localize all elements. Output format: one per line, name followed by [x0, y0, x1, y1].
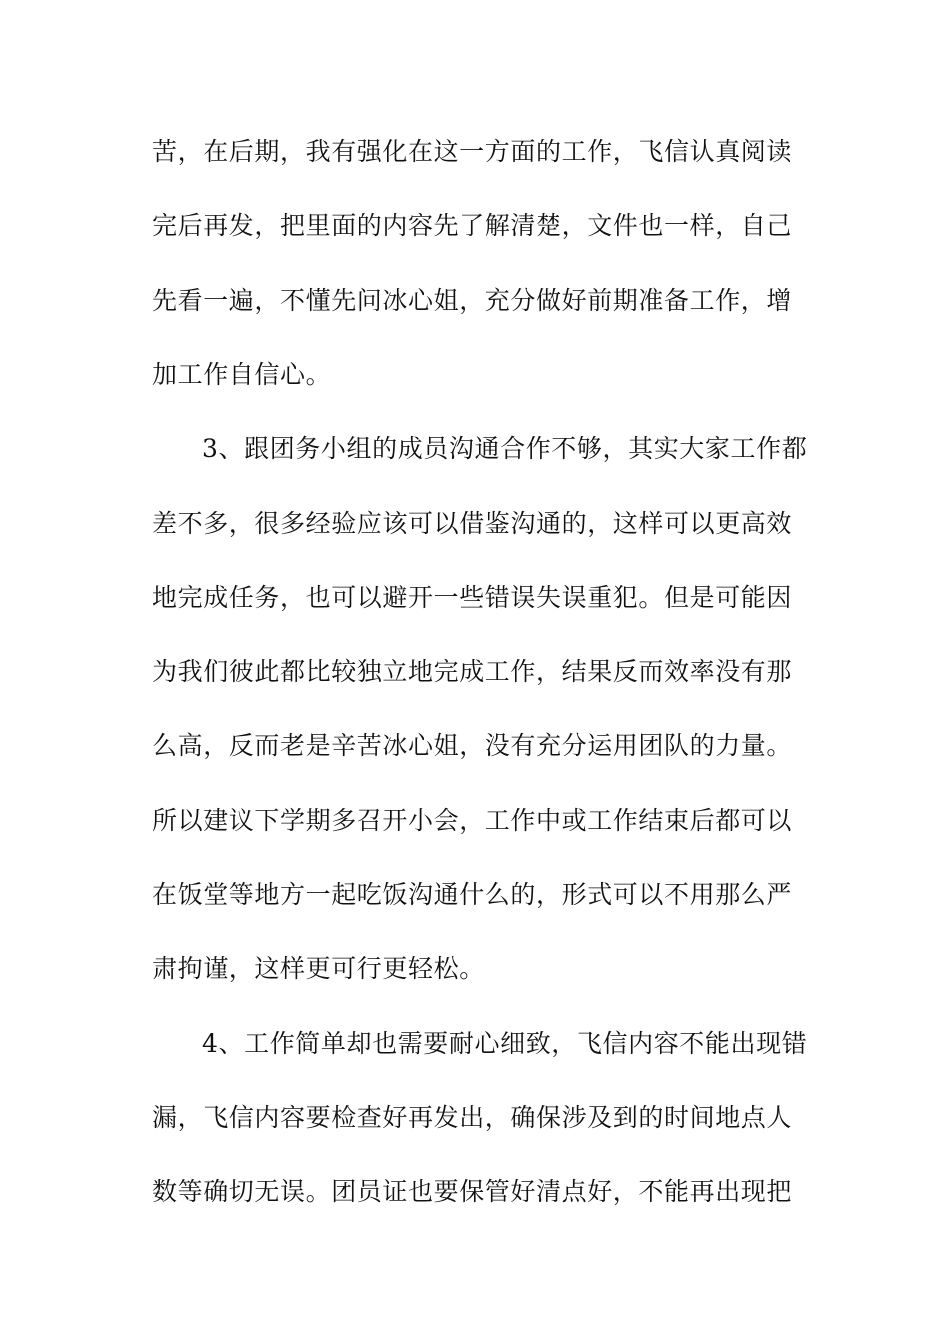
text-line: 所以建议下学期多召开小会，工作中或工作结束后都可以 [152, 806, 793, 835]
text-line: 肃拘谨，这样更可行更轻松。 [152, 954, 485, 983]
text-line: 在饭堂等地方一起吃饭沟通什么的，形式可以不用那么严 [152, 880, 793, 909]
text-line: 苦，在后期，我有强化在这一方面的工作，飞信认真阅读 [152, 137, 793, 166]
text-line: 完后再发，把里面的内容先了解清楚，文件也一样，自己 [152, 211, 793, 240]
text-line: 差不多，很多经验应该可以借鉴沟通的，这样可以更高效 [152, 509, 793, 538]
text-line: 漏，飞信内容要检查好再发出，确保涉及到的时间地点人 [152, 1103, 793, 1132]
text-line: 先看一遍，不懂先问冰心姐，充分做好前期准备工作，增 [152, 286, 793, 315]
text-line: 加工作自信心。 [152, 360, 332, 389]
text-line: 么高，反而老是辛苦冰心姐，没有充分运用团队的力量。 [152, 731, 793, 760]
paragraph-start-line: 4、工作简单却也需要耐心细致，飞信内容不能出现错 [202, 1029, 808, 1058]
text-line: 地完成任务，也可以避开一些错误失误重犯。但是可能因 [152, 583, 793, 612]
paragraph-start-line: 3、跟团务小组的成员沟通合作不够，其实大家工作都 [202, 434, 808, 463]
text-line: 数等确切无误。团员证也要保管好清点好，不能再出现把 [152, 1177, 793, 1206]
text-line: 为我们彼此都比较独立地完成工作，结果反而效率没有那 [152, 657, 793, 686]
